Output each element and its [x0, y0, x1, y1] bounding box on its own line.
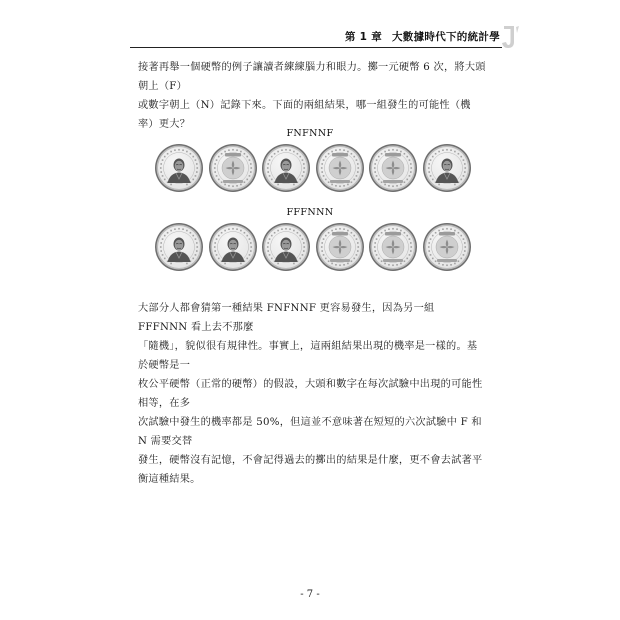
intro-line: 或數字朝上（N）記錄下來。下面的兩組結果，哪一組發生的可能性（機率）更大？ — [138, 100, 471, 130]
coin-numeral-icon — [315, 143, 365, 193]
explanation-paragraph — [138, 299, 486, 489]
body-line: 「隨機」，貌似很有規律性。事實上，這兩組結果出現的機率是一樣的。基於硬幣是一 — [138, 341, 478, 371]
header-chapter: 第 1 章 — [344, 31, 382, 43]
coin-row — [154, 143, 472, 193]
coin-numeral-icon — [368, 222, 418, 272]
intro-paragraph — [138, 58, 486, 134]
coin-numeral-icon — [368, 143, 418, 193]
coin-heads-icon — [208, 222, 258, 272]
body-line: 枚公平硬幣（正常的硬幣）的假設，大頭和數字在每次試驗中出現的可能性相等，在多 — [138, 379, 483, 409]
coin-heads-icon — [261, 143, 311, 193]
coin-numeral-icon — [208, 143, 258, 193]
running-header — [0, 26, 620, 56]
header-text — [345, 29, 500, 44]
header-rule — [130, 47, 502, 48]
coin-heads-icon — [261, 222, 311, 272]
page-number: - 7 - — [300, 589, 320, 600]
body-line: 次試驗中發生的機率都是 50%，但這並不意味著在短短的六次試驗中 F 和 N 需要交替 — [138, 417, 482, 447]
body-line: 大部分人都會猜第一種結果 FNFNNF 更容易發生，因為另一組 FFFNNN 看上去不那麼 — [138, 303, 435, 333]
coin-heads-icon — [154, 222, 204, 272]
chapter-number-mark-icon — [500, 24, 522, 50]
coin-heads-icon — [154, 143, 204, 193]
sequence-label: FFFNNN — [286, 207, 334, 218]
coin-numeral-icon — [315, 222, 365, 272]
coin-row — [154, 222, 472, 272]
header-title: 大數據時代下的統計學 — [392, 31, 500, 43]
coin-numeral-icon — [422, 222, 472, 272]
coin-heads-icon — [422, 143, 472, 193]
sequence-label: FNFNNF — [286, 128, 334, 139]
intro-line: 接著再舉一個硬幣的例子讓讀者練練腦力和眼力。擲一元硬幣 6 次，將大頭朝上（F） — [138, 62, 486, 92]
body-line: 發生，硬幣沒有記憶，不會記得過去的擲出的結果是什麼，更不會去試著平衡這種結果。 — [138, 455, 483, 485]
